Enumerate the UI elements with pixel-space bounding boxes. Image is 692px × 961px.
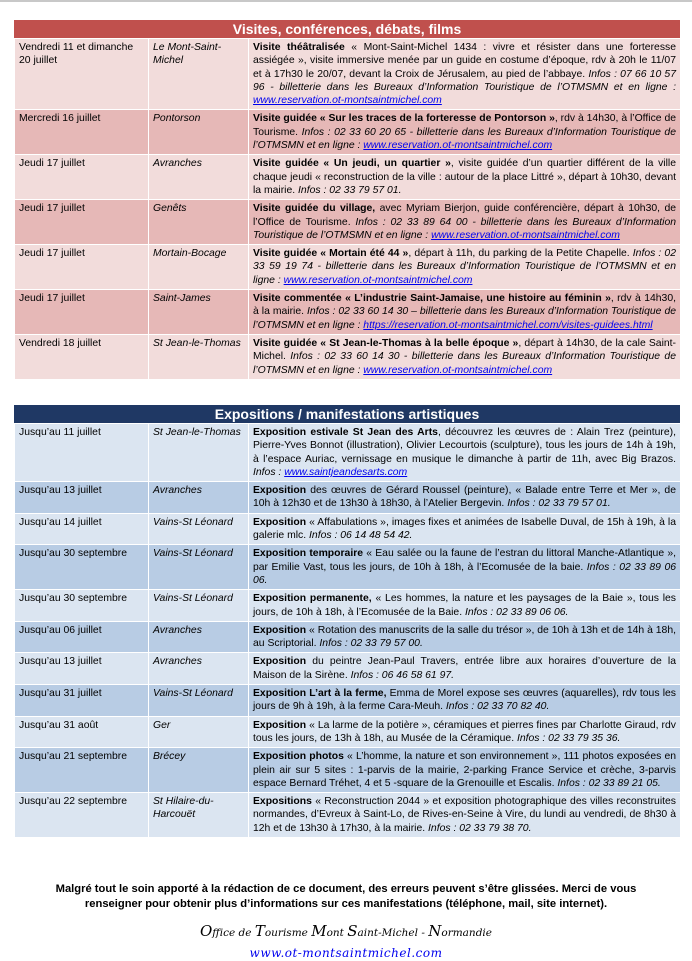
event-place: St Hilaire-du-Harcouët bbox=[149, 793, 249, 838]
event-details: , visite guidée d’un quartier différent de la ville chaque jeudi « reconstruction de la ville : autour de la place Littré », départ à 10h30, devant la mairie. bbox=[253, 158, 677, 196]
event-description bbox=[249, 334, 681, 379]
event-date: Jeudi 17 juillet bbox=[15, 290, 149, 335]
event-description bbox=[249, 424, 681, 482]
event-description bbox=[249, 685, 681, 717]
event-details: , départ à 14h30, de la cale Saint-Michel. bbox=[253, 337, 677, 363]
event-details: Emma de Morel expose ses œuvres (aquarelles), rdv tous les jours de 9h à 19h, à la ferme Cara-Meuh. bbox=[253, 688, 676, 713]
event-place: Vains-St Léonard bbox=[149, 513, 249, 545]
event-title: Visite théâtralisée bbox=[253, 42, 345, 53]
event-title: Visite guidée du village, bbox=[253, 203, 376, 215]
signature-word: Mont bbox=[311, 922, 344, 940]
event-details: « Reconstruction 2044 » et exposition photographique des villes reconstruites normandes, d’Evreux à Saint-Lo, de Rives-en-Seine à Vire, du lundi au vendredi, de 8h30 à 12h et de 13h30 à 17h30, à la mairie. bbox=[253, 796, 676, 834]
table-row bbox=[15, 590, 681, 622]
visits-table bbox=[14, 38, 681, 380]
event-description bbox=[249, 482, 681, 514]
event-title: Exposition L’art à la ferme, bbox=[253, 688, 387, 700]
table-row bbox=[15, 513, 681, 545]
event-place: Avranches bbox=[149, 155, 249, 200]
event-description bbox=[249, 200, 681, 245]
reservation-link[interactable]: www.reservation.ot-montsaintmichel.com bbox=[431, 229, 620, 241]
table-row bbox=[15, 334, 681, 379]
reservation-link[interactable]: www.reservation.ot-montsaintmichel.com bbox=[363, 364, 553, 376]
event-title: Exposition bbox=[253, 485, 307, 497]
table-row bbox=[15, 545, 681, 590]
event-date: Vendredi 11 et dimanche 20 juillet bbox=[15, 39, 149, 110]
event-details: « Les hommes, la nature et les paysages de la Baie », tous les jours, de 10h à 18h, à l’Ecomusée de la Baie. bbox=[253, 593, 676, 618]
event-details: , rdv à 14h30, à l’Office de Tourisme. bbox=[253, 113, 676, 138]
event-place: Saint-James bbox=[149, 290, 249, 335]
event-description bbox=[249, 155, 681, 200]
event-title: Visite commentée « L’industrie Saint-Jamaise, une histoire au féminin » bbox=[253, 293, 611, 305]
event-place: Vains-St Léonard bbox=[149, 545, 249, 590]
signature-word: de bbox=[238, 927, 252, 939]
website-link[interactable]: www.ot-montsaintmichel.com bbox=[249, 946, 443, 960]
signature-word: Tourisme bbox=[254, 922, 308, 940]
event-infos: Infos : 06 14 48 54 42. bbox=[306, 530, 413, 542]
event-description bbox=[249, 621, 681, 653]
event-description bbox=[249, 716, 681, 748]
event-place: Genêts bbox=[149, 200, 249, 245]
table-row bbox=[15, 793, 681, 838]
event-place: Mortain-Bocage bbox=[149, 245, 249, 290]
event-description bbox=[249, 290, 681, 335]
event-description bbox=[249, 513, 681, 545]
event-place: St Jean-le-Thomas bbox=[149, 334, 249, 379]
table-row bbox=[15, 245, 681, 290]
event-date: Jeudi 17 juillet bbox=[15, 155, 149, 200]
event-date: Jusqu’au 21 septembre bbox=[15, 748, 149, 793]
event-title: Exposition photos bbox=[253, 751, 344, 763]
event-date: Jusqu’au 31 août bbox=[15, 716, 149, 748]
event-date: Jusqu’au 13 juillet bbox=[15, 482, 149, 514]
event-date: Jusqu’au 22 septembre bbox=[15, 793, 149, 838]
table-row bbox=[15, 482, 681, 514]
table-row bbox=[15, 685, 681, 717]
event-title: Exposition temporaire bbox=[253, 548, 364, 560]
visits-section-title: Visites, conférences, débats, films bbox=[14, 20, 680, 38]
event-place: Ger bbox=[149, 716, 249, 748]
event-infos: Infos : 02 33 60 14 30 – billetterie dans les Bureaux d’Information Touristique de l’OTMSMN et en ligne : bbox=[253, 306, 676, 331]
event-description bbox=[249, 39, 681, 110]
event-description bbox=[249, 110, 681, 155]
event-date: Jusqu’au 30 septembre bbox=[15, 590, 149, 622]
event-date: Jeudi 17 juillet bbox=[15, 245, 149, 290]
signature-word: Normandie bbox=[428, 922, 492, 940]
event-infos: Infos : 06 46 58 61 97. bbox=[347, 669, 455, 681]
table-row bbox=[15, 653, 681, 685]
table-row bbox=[15, 39, 681, 110]
table-row bbox=[15, 424, 681, 482]
event-infos: Infos : 02 33 79 57 00. bbox=[316, 638, 423, 650]
event-infos: Infos : 02 33 79 38 70. bbox=[425, 822, 532, 834]
event-title: Exposition permanente, bbox=[253, 593, 372, 605]
event-date: Mercredi 16 juillet bbox=[15, 110, 149, 155]
event-title: Exposition bbox=[253, 719, 307, 731]
event-details: , découvrez les œuvres de : Alain Trez (peinture), Pierre-Yves Bonnot (illustration), Olivier Lecourtois (sculpture), tous les jours de 14h à 19h, à l’espace Auriac, vernissage en musique le dimanche à partir de 11h, avec Big Brazos. bbox=[253, 427, 676, 465]
expos-table bbox=[14, 423, 681, 838]
signature-word: Saint-Michel bbox=[347, 922, 418, 940]
event-title: Visite guidée « St Jean-le-Thomas à la belle époque » bbox=[253, 337, 519, 349]
event-place: Vains-St Léonard bbox=[149, 685, 249, 717]
event-title: Exposition bbox=[253, 516, 307, 528]
event-infos: Infos : bbox=[253, 466, 285, 478]
table-row bbox=[15, 200, 681, 245]
visits-section bbox=[14, 20, 680, 380]
event-infos: Infos : 02 33 79 57 01. bbox=[295, 184, 402, 196]
event-details: « Affabulations », images fixes et animées de Isabelle Duval, de 15h à 19h, à la galerie mlc. bbox=[253, 516, 676, 542]
event-date: Jusqu’au 30 septembre bbox=[15, 545, 149, 590]
event-title: Exposition bbox=[253, 624, 307, 636]
event-place: Avranches bbox=[149, 482, 249, 514]
table-row bbox=[15, 621, 681, 653]
event-date: Jusqu’au 14 juillet bbox=[15, 513, 149, 545]
disclaimer-text: Malgré tout le soin apporté à la rédaction de ce document, des erreurs peuvent s’être glissées. Merci de vous renseigner pour obtenir plus d’informations sur ces manifestations (téléphone, mail, site internet). bbox=[55, 883, 637, 910]
event-infos: Infos : 02 33 59 19 74 - billetterie dans les Bureaux d’Information Touristique de l’OTMSMN et en ligne : bbox=[253, 248, 676, 286]
event-infos: Infos : 02 33 60 20 65 - billetterie dans les Bureaux d’Information Touristique de l’OTMSMN et en ligne : bbox=[253, 126, 676, 152]
event-place: Avranches bbox=[149, 621, 249, 653]
event-infos: Infos : 02 33 70 82 40. bbox=[443, 701, 550, 713]
event-details: , départ à 11h, du parking de la Petite Chapelle. bbox=[408, 248, 630, 260]
event-title: Exposition bbox=[253, 656, 307, 668]
event-infos: Infos : 02 33 89 06 06. bbox=[253, 561, 676, 586]
signature-word: Office bbox=[199, 922, 236, 940]
event-place: St Jean-le-Thomas bbox=[149, 424, 249, 482]
reservation-link[interactable]: www.saintjeandesarts.com bbox=[284, 466, 408, 478]
reservation-link[interactable]: https://reservation.ot-montsaintmichel.com/visites-guidees.html bbox=[363, 319, 653, 331]
event-place: Avranches bbox=[149, 653, 249, 685]
expos-section bbox=[14, 405, 680, 838]
event-description bbox=[249, 545, 681, 590]
event-description bbox=[249, 590, 681, 622]
event-title: Expositions bbox=[253, 796, 312, 808]
table-row bbox=[15, 290, 681, 335]
table-row bbox=[15, 155, 681, 200]
event-description bbox=[249, 748, 681, 793]
event-details: « La larme de la potière », céramiques et pierres fines par Charlotte Giraud, rdv tous les jours, de 13h à 18h, au Musée de la Céramique. bbox=[253, 719, 676, 744]
table-row bbox=[15, 716, 681, 748]
event-place: Pontorson bbox=[149, 110, 249, 155]
table-row bbox=[15, 110, 681, 155]
event-details: , rdv à 14h30, à la mairie. bbox=[253, 293, 676, 318]
signature-line bbox=[0, 922, 692, 940]
signature-word: - bbox=[421, 927, 425, 939]
event-infos: Infos : 02 33 89 64 00 - billetterie dans les Bureaux d’Information Touristique de l’OTMSMN et en ligne : bbox=[253, 216, 677, 241]
event-title: Visite guidée « Mortain été 44 » bbox=[253, 248, 409, 260]
event-infos: Infos : 02 33 79 57 01. bbox=[504, 498, 611, 510]
event-details: des œuvres de Gérard Roussel (peinture), « Balade entre Terre et Mer », de 10h à 12h30 et de 13h30 à 18h30, à l’Atelier Bergevin. bbox=[253, 485, 676, 510]
event-date: Jusqu’au 31 juillet bbox=[15, 685, 149, 717]
event-place: Brécey bbox=[149, 748, 249, 793]
table-row bbox=[15, 748, 681, 793]
event-title: Exposition estivale St Jean des Arts bbox=[253, 427, 438, 438]
event-details: « Rotation des manuscrits de la salle du trésor », de 10h à 13h et de 14h à 18h, au Scriptorial. bbox=[253, 624, 676, 650]
event-place: Le Mont-Saint-Michel bbox=[149, 39, 249, 110]
event-infos: Infos : 07 66 10 57 96 - billetterie dans les Bureaux d’Information Touristique de l’OTMSMN et en ligne : bbox=[253, 68, 676, 93]
reservation-link[interactable]: www.reservation.ot-montsaintmichel.com bbox=[253, 95, 442, 107]
reservation-link[interactable]: www.reservation.ot-montsaintmichel.com bbox=[283, 274, 473, 286]
event-infos: Infos : 02 33 89 06 06. bbox=[462, 606, 569, 618]
event-details: avec Myriam Bierjon, guide conférencière, départ à 10h30, de l’Office de Tourisme. bbox=[253, 203, 676, 228]
event-infos: Infos : 02 33 60 14 30 - billetterie dans les Bureaux d’Information Touristique de l’OTMSMN et en ligne : bbox=[253, 351, 676, 376]
event-date: Jusqu’au 13 juillet bbox=[15, 653, 149, 685]
event-description bbox=[249, 653, 681, 685]
event-title: Visite guidée « Sur les traces de la forteresse de Pontorson » bbox=[253, 113, 555, 125]
event-date: Jusqu’au 11 juillet bbox=[15, 424, 149, 482]
event-details: « Eau salée ou la faune de l’estran du littoral Manche-Atlantique », par Emilie Vast, tous les jours, de 10h à 18h, à l’Ecomusée de la baie. bbox=[253, 548, 676, 573]
event-description bbox=[249, 793, 681, 838]
event-date: Jeudi 17 juillet bbox=[15, 200, 149, 245]
event-infos: Infos : 02 33 89 21 05. bbox=[554, 777, 661, 789]
top-border-line bbox=[0, 0, 692, 2]
event-description bbox=[249, 245, 681, 290]
event-title: Visite guidée « Un jeudi, un quartier » bbox=[253, 158, 451, 170]
event-details: « Mont-Saint-Michel 1434 : vivre et résister dans une forteresse assiégée », visite immersive menée par un guide en costume d’époque, rdv à 20h le 11/07 et à 17h30 le 20/07, devant la Croix de Jérusalem, au pied de l’abbaye. bbox=[253, 42, 676, 80]
event-date: Jusqu’au 06 juillet bbox=[15, 621, 149, 653]
event-place: Vains-St Léonard bbox=[149, 590, 249, 622]
event-date: Vendredi 18 juillet bbox=[15, 334, 149, 379]
reservation-link[interactable]: www.reservation.ot-montsaintmichel.com bbox=[363, 140, 553, 152]
expos-section-title: Expositions / manifestations artistiques bbox=[14, 405, 680, 423]
event-details: du peintre Jean-Paul Travers, entrée libre aux horaires d’ouverture de la Maison de la Sirène. bbox=[253, 656, 676, 681]
event-infos: Infos : 02 33 79 35 36. bbox=[514, 732, 621, 744]
event-details: « L’homme, la nature et son environnement », 111 photos exposées en plein air sur 5 sites : 1-parvis de la mairie, 2-parking France Service et crèche, 3-parvis espace Bernard Tréhet, 4 et 5 -square de la Grenouille et Escalis. bbox=[253, 751, 677, 789]
